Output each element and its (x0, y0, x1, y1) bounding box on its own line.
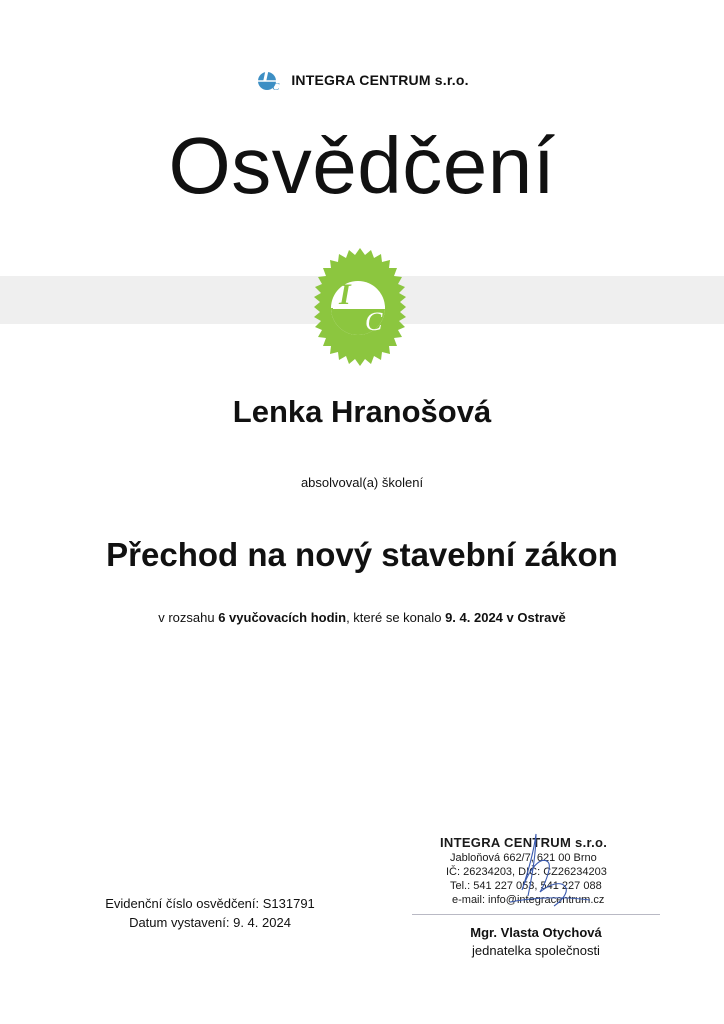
completed-text: absolvoval(a) školení (300, 475, 424, 490)
evidence-block (90, 894, 330, 932)
details-hours: 6 vyučovacích hodin (218, 610, 347, 625)
signatory-name: Mgr. Vlasta Otychová (470, 925, 602, 940)
signature-line (412, 914, 660, 915)
svg-text:C: C (365, 307, 383, 336)
course-details (0, 610, 724, 625)
company-name: INTEGRA CENTRUM s.r.o. (291, 72, 469, 88)
details-prefix: v rozsahu (158, 610, 219, 625)
recipient-name: Lenka Hranošová (232, 394, 492, 429)
signature-icon (470, 826, 620, 916)
stamp-company: INTEGRA CENTRUM s.r.o. (440, 835, 608, 850)
header (0, 68, 724, 92)
svg-text:I: I (339, 278, 351, 311)
seal-logo-icon (299, 246, 421, 368)
issue-date: Datum vystavení: 9. 4. 2024 (129, 915, 291, 930)
stamp-phone: Tel.: 541 227 053, 541 227 088 (450, 880, 602, 892)
certificate-title: Osvědčení (168, 121, 556, 210)
signatory-block (412, 924, 660, 960)
signatory-position: jednatelka společnosti (472, 943, 600, 958)
stamp-ids: IČ: 26234203, DIČ: CZ26234203 (446, 866, 607, 878)
stamp-address: Jabloňová 662/7, 621 00 Brno (450, 852, 597, 864)
course-title: Přechod na nový stavební zákon (106, 536, 618, 573)
svg-text:C: C (272, 81, 280, 92)
ic-logo-icon (255, 68, 285, 92)
evidence-number: Evidenční číslo osvědčení: S131791 (105, 896, 315, 911)
details-date-place: 9. 4. 2024 v Ostravě (445, 610, 566, 625)
stamp-email: e-mail: info@integracentrum.cz (452, 894, 605, 906)
details-middle: , které se konalo (346, 610, 446, 625)
